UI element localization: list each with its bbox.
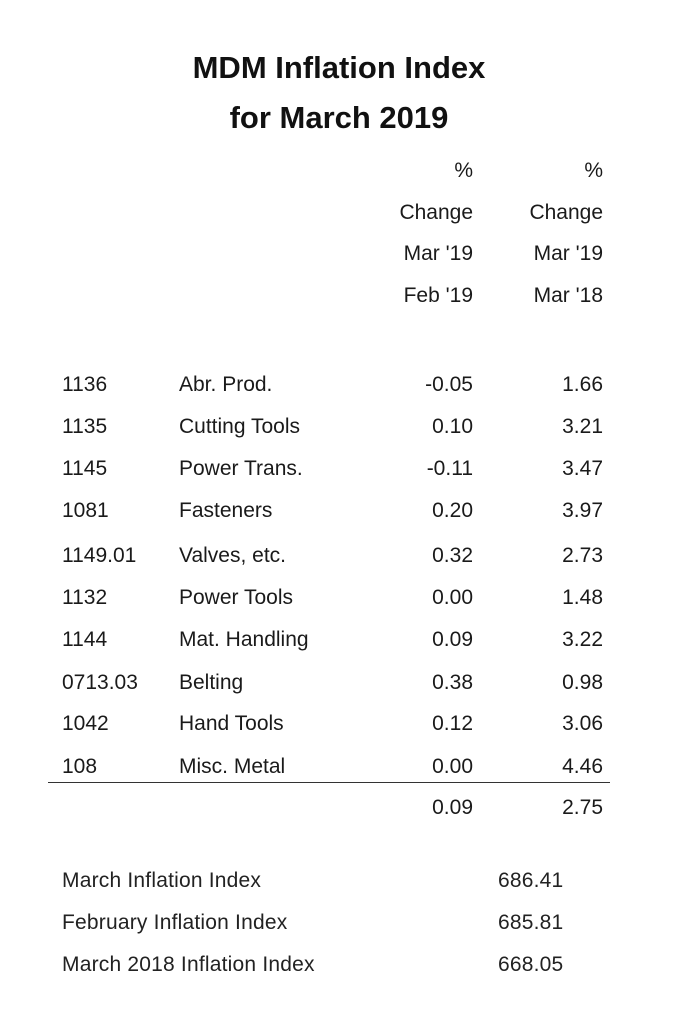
- row-code: 1144: [62, 628, 108, 651]
- row-code: 1135: [62, 415, 108, 438]
- col2-header-period-to: Mar '18: [533, 284, 603, 307]
- row-yearly-change: 4.46: [562, 755, 603, 778]
- row-category: Cutting Tools: [179, 415, 301, 438]
- row-code: 0713.03: [62, 671, 138, 694]
- row-yearly-change: 3.47: [562, 457, 603, 480]
- index-value: 685.81: [498, 911, 564, 934]
- row-yearly-change: 3.21: [562, 415, 603, 438]
- page-subtitle: for March 2019: [229, 100, 449, 135]
- row-category: Hand Tools: [179, 712, 284, 735]
- col2-header-change: Change: [529, 201, 603, 224]
- row-yearly-change: 1.66: [562, 373, 603, 396]
- row-yearly-change: 0.98: [562, 671, 603, 694]
- row-yearly-change: 1.48: [562, 586, 603, 609]
- row-code: 1136: [62, 373, 108, 396]
- row-monthly-change: 0.38: [432, 671, 473, 694]
- row-category: Power Trans.: [179, 457, 303, 480]
- total-yearly-change: 2.75: [562, 796, 603, 819]
- col1-header-period-to: Feb '19: [403, 284, 473, 307]
- row-monthly-change: -0.11: [426, 457, 473, 480]
- row-category: Belting: [179, 671, 244, 694]
- col1-header-change: Change: [399, 201, 473, 224]
- row-code: 1149.01: [62, 544, 137, 567]
- row-code: 1132: [62, 586, 108, 609]
- index-value: 668.05: [498, 953, 564, 976]
- row-category: Fasteners: [179, 499, 273, 522]
- row-monthly-change: 0.32: [432, 544, 473, 567]
- index-label: March Inflation Index: [62, 869, 262, 892]
- index-value: 686.41: [498, 869, 564, 892]
- row-monthly-change: 0.00: [432, 586, 473, 609]
- row-monthly-change: 0.12: [432, 712, 473, 735]
- row-yearly-change: 3.22: [562, 628, 603, 651]
- row-category: Valves, etc.: [179, 544, 286, 567]
- index-label: February Inflation Index: [62, 911, 288, 934]
- row-monthly-change: 0.00: [432, 755, 473, 778]
- row-monthly-change: 0.20: [432, 499, 473, 522]
- row-yearly-change: 2.73: [562, 544, 603, 567]
- row-yearly-change: 3.97: [562, 499, 603, 522]
- col2-header-period-from: Mar '19: [533, 242, 603, 265]
- page-title: MDM Inflation Index: [192, 50, 486, 85]
- row-code: 1145: [62, 457, 108, 480]
- totals-divider: [48, 782, 610, 783]
- index-label: March 2018 Inflation Index: [62, 953, 315, 976]
- row-monthly-change: -0.05: [425, 373, 473, 396]
- col2-header-percent: %: [584, 159, 603, 182]
- row-monthly-change: 0.10: [432, 415, 473, 438]
- total-monthly-change: 0.09: [432, 796, 473, 819]
- row-code: 1081: [62, 499, 109, 522]
- row-code: 108: [62, 755, 98, 778]
- row-category: Mat. Handling: [179, 628, 309, 651]
- row-category: Power Tools: [179, 586, 294, 609]
- row-code: 1042: [62, 712, 109, 735]
- row-category: Abr. Prod.: [179, 373, 273, 396]
- row-monthly-change: 0.09: [432, 628, 473, 651]
- row-category: Misc. Metal: [179, 755, 286, 778]
- row-yearly-change: 3.06: [562, 712, 603, 735]
- col1-header-period-from: Mar '19: [403, 242, 473, 265]
- col1-header-percent: %: [454, 159, 473, 182]
